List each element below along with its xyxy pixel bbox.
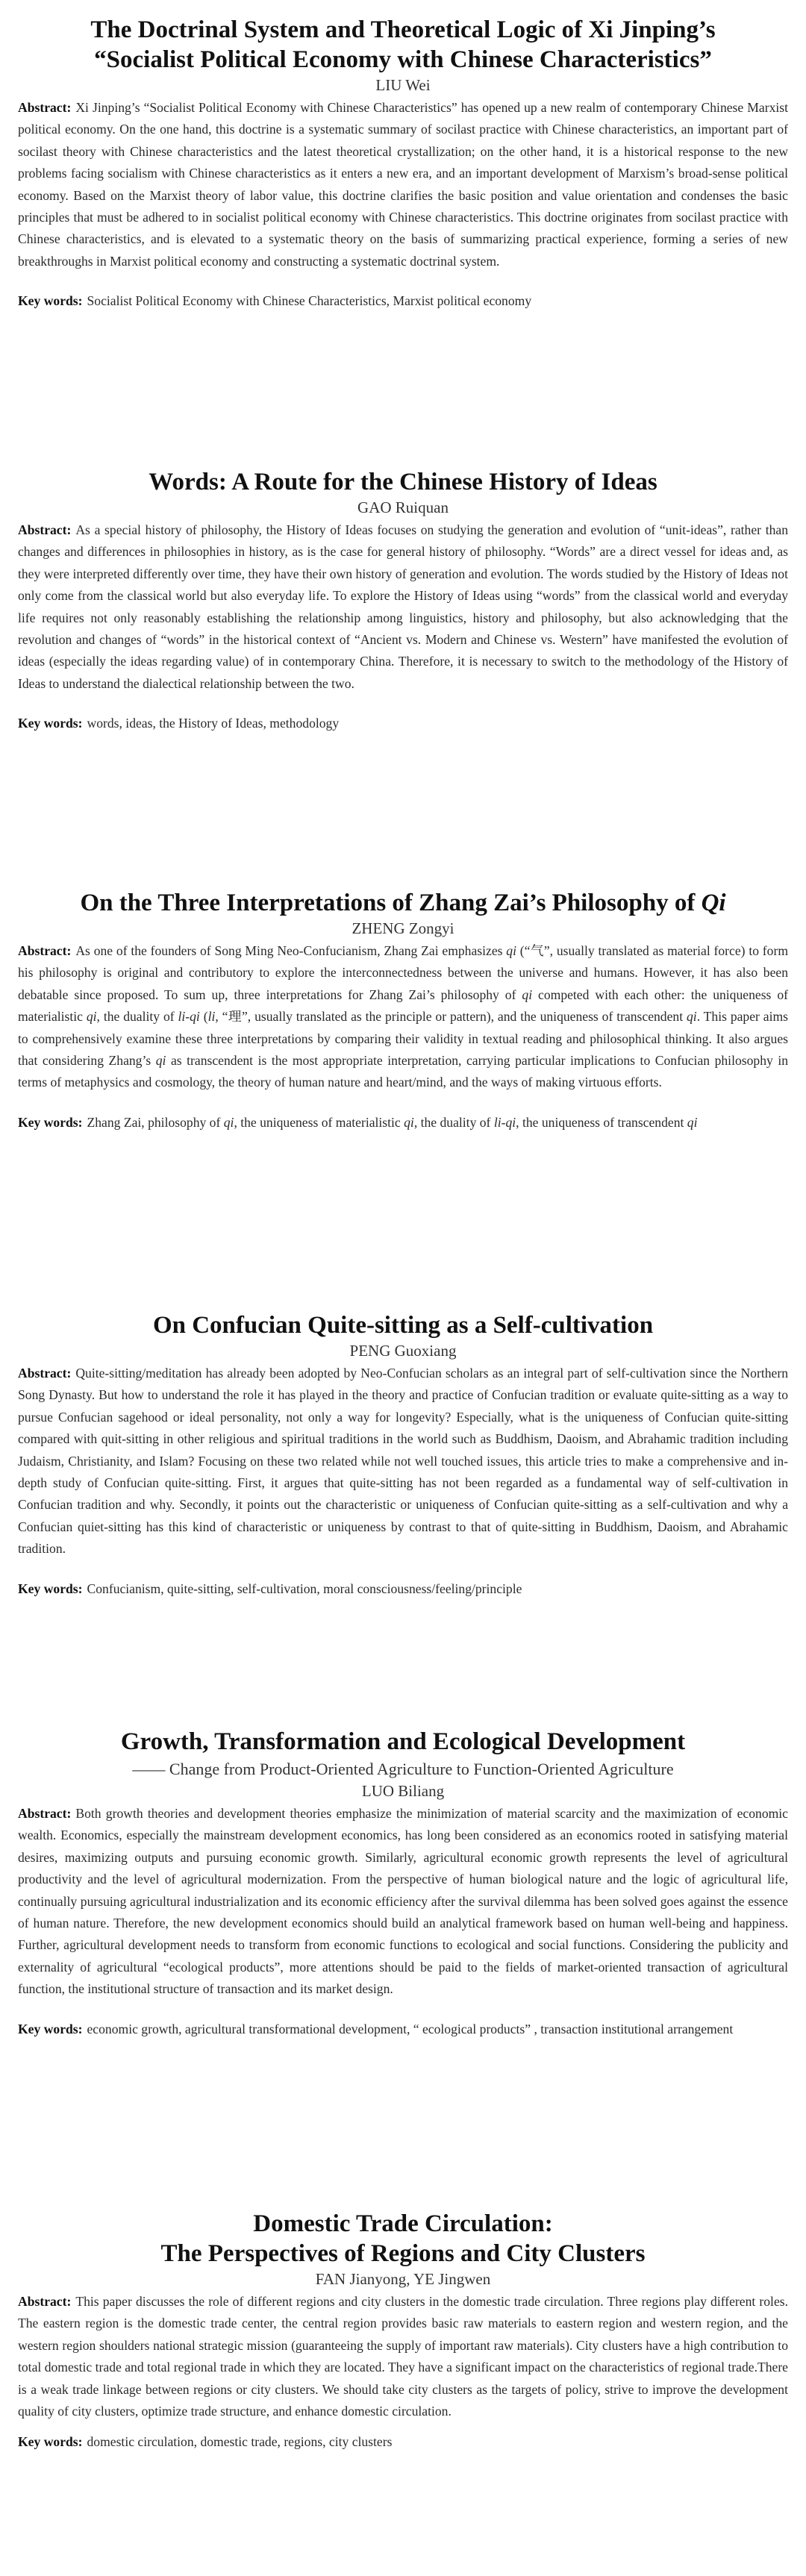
keywords-text: Zhang Zai, philosophy of xyxy=(87,1114,224,1130)
article-keywords xyxy=(18,1112,788,1134)
article-abstract xyxy=(18,940,788,1094)
keywords-text: domestic circulation, domestic trade, regions, city clusters xyxy=(87,2434,393,2450)
article-author: GAO Ruiquan xyxy=(357,498,449,516)
article-title xyxy=(18,15,788,75)
article-1 xyxy=(18,15,788,313)
abstract-text: Xi Jinping’s “Socialist Political Economy with Chinese Characteristics” has opened up a new realm of contemporary Chinese Marxist political economy. On the one hand, this doctrine is a systematic summary of socilast practice with Chinese characteristics, an important part of socilast theory with Chinese characteristics and the latest theoretical crystallization; on the other hand, it is a historical response to the new problems facing socialism with Chinese characteristics as it enters a new era, and an important development of Marxism’s broad-sense political economy. Based on the Marxist theory of labor value, this doctrine clarifies the basic position and value orientation and condenses the basic principles that must be adhered to in socialist political economy with Chinese characteristics. This doctrine originates from socilast practice with Chinese characteristics, and is elevated to a systematic theory on the basis of summarizing practical experience, forming a series of new breakthroughs in Marxist political economy and constructing a systematic doctrinal system. xyxy=(18,100,788,269)
abstract-term: qi xyxy=(155,1053,166,1069)
keywords-term: qi xyxy=(687,1114,698,1130)
abstract-text: Both growth theories and development theories emphasize the minimization of material scarcity and the maximization of economic wealth. Economics, especially the mainstream development economics, has long been considered as an economics rooted in satisfying material desires, maximizing outputs and pursuing economic growth. Similarly, agricultural economic growth represents the level of agricultural productivity and the level of agricultural modernization. From the perspective of human biological nature and the logic of agricultural life, continually pursuing agricultural industrialization and its economic efficiency after the survival dilemma has been solved goes against the essence of human nature. Therefore, the new development economics should build an analytical framework based on human well-being and happiness. Further, agricultural development needs to transform from economic functions to ecological and social functions. Considering the publicity and externality of agricultural “ecological products”, more attentions should be paid to the fields of market-oriented transaction of agricultural function, the institutional structure of transaction and its market design. xyxy=(18,1806,788,1997)
article-title: On Confucian Quite-sitting as a Self-cultivation xyxy=(152,1312,654,1339)
article-subtitle: —— Change from Product-Oriented Agriculture to Function-Oriented Agriculture xyxy=(132,1760,674,1778)
article-abstract xyxy=(18,1363,788,1560)
article-keywords xyxy=(18,290,788,312)
abstract-text: (“气”, usually translated as material force) to form his philosophy is original and contributory to explore the interconnectedness between the universe and humans. However, it has also been debatable since proposed. To sum up, three interpretations for Zhang Zai’s philosophy of xyxy=(18,943,788,1002)
abstract-text: As one of the founders of Song Ming Neo-Confucianism, Zhang Zai emphasizes xyxy=(75,943,507,958)
article-5 xyxy=(18,1727,788,2040)
article-author: FAN Jianyong, YE Jingwen xyxy=(315,2270,491,2288)
abstract-term: li xyxy=(207,1009,216,1025)
article-author: ZHENG Zongyi xyxy=(352,919,454,937)
keywords-text: , the duality of xyxy=(413,1114,494,1130)
article-abstract xyxy=(18,1803,788,2001)
keywords-label: Key words: xyxy=(18,2021,83,2036)
article-abstract xyxy=(18,2291,788,2422)
abstract-label: Abstract: xyxy=(18,2294,72,2309)
keywords-term: qi xyxy=(223,1114,234,1130)
abstract-text: As a special history of philosophy, the History of Ideas focuses on studying the generation and evolution of “unit-ideas”, rather than changes and differences in philosophies in history, as is the case for general history of philosophy. “Words” are a direct vessel for ideas and, as they were interpreted differently over time, they have their own history of generation and evolution. The words studied by the History of Ideas not only come from the classical world but also everyday life. To explore the History of Ideas using “words” from the classical world and everyday life requires not only reasonably establishing the relationship among linguistics, history and philosophy, but also acknowledging that the revolution and changes of “words” in the historical context of “Ancient vs. Modern and Chinese vs. Western” have manifested the evolution of ideas (especially the ideas regarding value) of in contemporary China. Therefore, it is necessary to switch to the methodology of the History of Ideas to understand the dialectical relationship between the two. xyxy=(18,522,788,691)
abstract-text: This paper discusses the role of different regions and city clusters in the domestic trade circulation. Three regions play different roles. The eastern region is the domestic trade center, the central region provides basic raw materials to eastern region and western region, and the western region shoulders national strategic mission (guaranteeing the supply of important raw materials). City clusters have a high contribution to total domestic trade and total regional trade in which they are located. They have a significant impact on the characteristics of regional trade.There is a weak trade linkage between regions or city clusters. We should take city clusters as the targets of policy, strive to improve the development quality of city clusters, optimize trade structure, and enhance domestic circulation. xyxy=(18,2294,788,2419)
abstract-term: li-qi xyxy=(178,1009,200,1025)
article-title-line1: Domestic Trade Circulation: xyxy=(253,2210,553,2237)
abstract-text: . This paper aims to comprehensively examine these three interpretations by comparing their validity in textual reading and philosophical thinking. It also argues that considering Zhang’s xyxy=(18,1009,788,1069)
article-3 xyxy=(18,888,788,1134)
keywords-text: Socialist Political Economy with Chinese Characteristics, Marxist political economy xyxy=(87,293,532,309)
abstract-text: as transcendent is the most appropriate interpretation, carrying particular implications to Confucian philosophy in terms of metaphysics and cosmology, the theory of human nature and heart/mind, and the ways of making virtuous efforts. xyxy=(18,1053,788,1090)
keywords-label: Key words: xyxy=(18,1114,83,1130)
keywords-text: economic growth, agricultural transformational development, “ ecological products” , transaction institutional arrangement xyxy=(87,2021,734,2036)
abstract-term: qi xyxy=(687,1009,697,1025)
article-title: Words: A Route for the Chinese History of Ideas xyxy=(149,469,657,495)
keywords-text: , the uniqueness of transcendent xyxy=(516,1114,687,1130)
article-title-italic: Qi xyxy=(701,890,726,916)
article-keywords xyxy=(18,2019,788,2040)
article-keywords xyxy=(18,2431,788,2453)
article-title-main: On the Three Interpretations of Zhang Zai’s Philosophy of xyxy=(80,890,696,916)
abstract-text: , the duality of xyxy=(96,1009,178,1025)
article-2 xyxy=(18,467,788,735)
abstract-label: Abstract: xyxy=(18,522,72,537)
abstract-text: Quite-sitting/meditation has already been adopted by Neo-Confucian scholars as an integral part of self-cultivation since the Northern Song Dynasty. But how to understand the role it has played in the theory and practice of Confucian tradition or evaluate quite-sitting as a way to pursue Confucian sagehood or ideal personality, not only a way for longevity? Especially, what is the uniqueness of Confucian quite-sitting compared with quit-sitting in other religious and spiritual traditions in the world such as Buddhism, Daoism, and Abrahamic tradition including Judaism, Christianity, and Islam? Focusing on these two related while not well touched issues, this article tries to make a comprehensive and in-depth study of Confucian quite-sitting. First, it argues that quite-sitting has not been regarded as a fundamental way of self-cultivation in Confucian tradition and why. Secondly, it points out the characteristic or uniqueness of Confucian quite-sitting as a self-cultivation and why a Confucian quiet-sitting has this kind of characteristic or uniqueness by contrast to that of quite-sitting in Buddhism, Daoism, and Abrahamic tradition. xyxy=(18,1366,788,1557)
article-title-line1: The Doctrinal System and Theoretical Logic of Xi Jinping’s xyxy=(90,16,716,43)
article-4 xyxy=(18,1310,788,1600)
abstract-term: qi xyxy=(86,1009,97,1025)
article-abstract xyxy=(18,519,788,695)
abstract-term: qi xyxy=(522,987,533,1002)
abstract-text: ( xyxy=(199,1009,208,1025)
abstract-label: Abstract: xyxy=(18,943,72,958)
keywords-text: words, ideas, the History of Ideas, methodology xyxy=(87,716,340,731)
abstract-text: , “理”, usually translated as the principle or pattern), and the uniqueness of transcendent xyxy=(215,1009,687,1025)
article-author: LUO Biliang xyxy=(361,1782,445,1800)
article-keywords xyxy=(18,713,788,734)
article-title xyxy=(18,2209,788,2269)
keywords-label: Key words: xyxy=(18,2434,83,2450)
abstract-term: qi xyxy=(506,943,516,958)
article-title xyxy=(18,888,788,918)
article-6 xyxy=(18,2209,788,2454)
article-title: Growth, Transformation and Ecological Development xyxy=(120,1728,686,1755)
keywords-text: , the uniqueness of materialistic xyxy=(234,1114,404,1130)
abstract-text: competed with each other: the uniqueness of materialistic xyxy=(18,987,788,1025)
article-title-line2: “Socialist Political Economy with Chinese Characteristics” xyxy=(94,46,712,73)
article-abstract xyxy=(18,97,788,272)
keywords-text: Confucianism, quite-sitting, self-cultivation, moral consciousness/feeling/principle xyxy=(87,1581,522,1596)
article-author: LIU Wei xyxy=(375,76,431,94)
article-title-line2: The Perspectives of Regions and City Clusters xyxy=(160,2240,646,2267)
abstract-label: Abstract: xyxy=(18,1366,72,1381)
keywords-label: Key words: xyxy=(18,716,83,731)
article-keywords xyxy=(18,1578,788,1600)
keywords-term: qi xyxy=(404,1114,414,1130)
abstract-label: Abstract: xyxy=(18,100,72,115)
keywords-label: Key words: xyxy=(18,293,83,309)
article-author: PENG Guoxiang xyxy=(349,1342,457,1360)
abstract-label: Abstract: xyxy=(18,1806,72,1821)
keywords-label: Key words: xyxy=(18,1581,83,1596)
keywords-term: li-qi xyxy=(493,1114,516,1130)
